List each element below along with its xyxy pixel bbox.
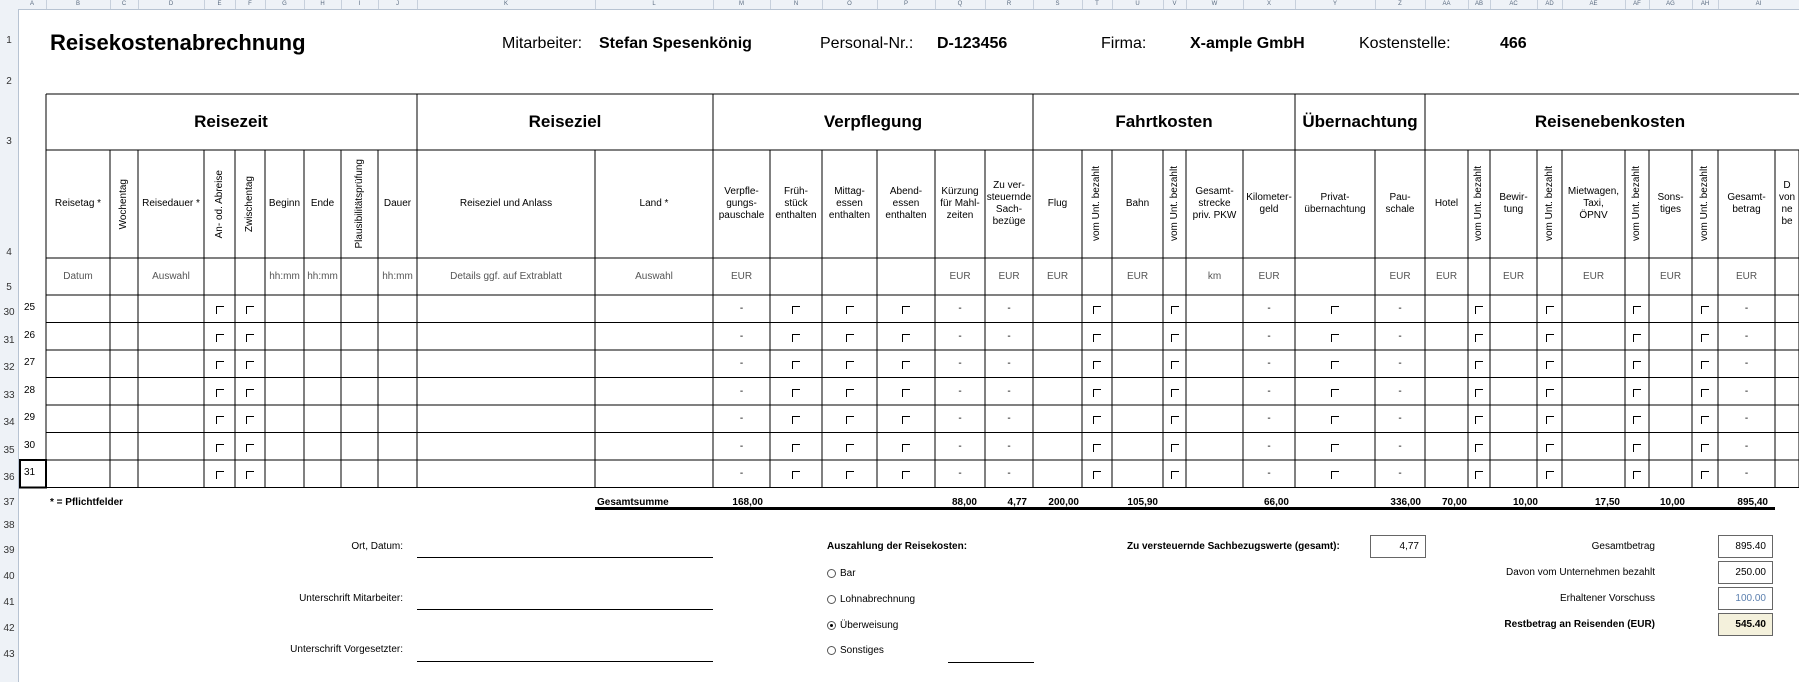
row-checkbox[interactable] xyxy=(1475,306,1483,314)
row-number[interactable]: 40 xyxy=(3,571,15,582)
unit-label: km xyxy=(1207,271,1222,282)
option-lohnabrechnung[interactable]: Lohnabrechnung xyxy=(827,594,915,605)
total-sonstiges: 10,00 xyxy=(1659,497,1685,508)
column-header-hotel-unt: vom Unt. bezahlt xyxy=(1473,166,1484,242)
amount-cell[interactable]: - xyxy=(958,385,962,397)
row-checkbox[interactable] xyxy=(1633,471,1641,479)
unterschrift-vorgesetzter-label: Unterschrift Vorgesetzter: xyxy=(290,644,403,655)
amount-cell[interactable]: - xyxy=(739,330,744,342)
column-header-kuerzung: Kürzung für Mahl- zeiten xyxy=(940,186,980,221)
column-letter[interactable]: P xyxy=(877,0,936,9)
row-checkbox[interactable] xyxy=(846,306,854,314)
amount-cell[interactable]: - xyxy=(1398,385,1402,397)
unit-label: EUR xyxy=(1126,271,1149,282)
column-letter[interactable]: AA xyxy=(1425,0,1469,9)
row-number[interactable]: 3 xyxy=(6,136,12,147)
row-checkbox[interactable] xyxy=(216,444,224,452)
unit-label: Auswahl xyxy=(635,271,673,282)
gesamtbetrag-value[interactable]: 895.40 xyxy=(1718,535,1773,558)
column-letter[interactable]: R xyxy=(985,0,1034,9)
row-checkbox[interactable] xyxy=(792,471,800,479)
row-number[interactable]: 33 xyxy=(3,390,15,401)
section-reisezeit: Reisezeit xyxy=(194,112,268,131)
row-number[interactable]: 2 xyxy=(6,76,12,87)
amount-cell[interactable]: - xyxy=(1267,330,1271,342)
row-number[interactable]: 39 xyxy=(3,545,15,556)
unit-label: Auswahl xyxy=(152,271,190,282)
column-header-pauschale: Pau- schale xyxy=(1385,192,1415,215)
amount-cell[interactable]: - xyxy=(1267,303,1271,314)
row-checkbox[interactable] xyxy=(902,444,910,452)
row-checkbox[interactable] xyxy=(216,334,224,342)
column-header-an-abreise: An- od. Abreise xyxy=(213,169,225,239)
row-checkbox[interactable] xyxy=(1546,361,1554,369)
row-checkbox[interactable] xyxy=(1546,334,1554,342)
amount-cell[interactable]: - xyxy=(1007,303,1011,314)
column-letter[interactable]: D xyxy=(138,0,205,9)
row-checkbox[interactable] xyxy=(1475,389,1483,397)
column-header-bahn: Bahn xyxy=(1125,198,1150,209)
row-checkbox[interactable] xyxy=(792,334,800,342)
row-checkbox[interactable] xyxy=(216,389,224,397)
amount-cell[interactable]: - xyxy=(1267,413,1271,424)
column-letter[interactable]: AE xyxy=(1562,0,1626,9)
row-checkbox[interactable] xyxy=(1475,361,1483,369)
total-sachbezuege: 4,77 xyxy=(1007,497,1027,508)
row-checkbox[interactable] xyxy=(1633,306,1641,314)
column-header-mittag: Mittag- essen enthalten xyxy=(828,186,871,221)
row-checkbox[interactable] xyxy=(1331,361,1339,369)
row-checkbox[interactable] xyxy=(216,416,224,424)
unit-label: EUR xyxy=(949,271,971,282)
row-number[interactable]: 43 xyxy=(3,649,15,660)
row-checkbox[interactable] xyxy=(1633,444,1641,452)
row-number[interactable]: 38 xyxy=(3,520,15,531)
row-checkbox[interactable] xyxy=(216,361,224,369)
section-fahrtkosten: Fahrtkosten xyxy=(1115,112,1213,131)
row-checkbox[interactable] xyxy=(246,334,254,342)
row-number[interactable]: 41 xyxy=(3,597,15,608)
column-letter[interactable]: O xyxy=(822,0,878,9)
row-checkbox[interactable] xyxy=(246,306,254,314)
unternehmen-value[interactable]: 250.00 xyxy=(1718,561,1773,584)
row-checkbox[interactable] xyxy=(792,416,800,424)
row-checkbox[interactable] xyxy=(1331,471,1339,479)
unit-label: EUR xyxy=(1435,271,1458,282)
row-checkbox[interactable] xyxy=(1331,306,1339,314)
column-letter[interactable]: C xyxy=(110,0,139,9)
column-header-mietwagen: Mietwagen, Taxi, ÖPNV xyxy=(1567,186,1620,221)
row-checkbox[interactable] xyxy=(1093,361,1101,369)
radio-lohnabrechnung[interactable] xyxy=(827,595,836,604)
unterschrift-mitarbeiter-label: Unterschrift Mitarbeiter: xyxy=(299,593,403,604)
column-letter[interactable]: AC xyxy=(1490,0,1538,9)
row-number[interactable]: 1 xyxy=(6,35,12,46)
unit-label: Details ggf. auf Extrablatt xyxy=(450,271,562,282)
vorschuss-value[interactable]: 100.00 xyxy=(1718,587,1773,610)
column-header-bahn-unt: vom Unt. bezahlt xyxy=(1168,166,1180,242)
row-checkbox[interactable] xyxy=(1633,416,1641,424)
unterschrift-mitarbeiter-line[interactable] xyxy=(417,609,713,610)
reisetag-cell[interactable]: 25 xyxy=(24,302,36,313)
row-checkbox[interactable] xyxy=(1475,334,1483,342)
total-verpflegung: 168,00 xyxy=(732,497,763,508)
column-header-wochentag: Wochentag xyxy=(118,178,129,230)
row-checkbox[interactable] xyxy=(1475,471,1483,479)
column-letter[interactable]: AB xyxy=(1468,0,1491,9)
amount-cell[interactable]: - xyxy=(739,358,744,369)
column-header-dauer: Dauer xyxy=(383,198,412,209)
restbetrag-label: Restbetrag an Reisenden (EUR) xyxy=(1504,619,1655,630)
row-checkbox[interactable] xyxy=(1546,471,1554,479)
column-header-flug-unt: vom Unt. bezahlt xyxy=(1091,166,1102,242)
option-bar[interactable]: Bar xyxy=(827,568,856,579)
row-checkbox[interactable] xyxy=(1633,334,1641,342)
total-flug: 200,00 xyxy=(1048,497,1079,508)
column-letter[interactable]: J xyxy=(378,0,418,9)
column-letter[interactable]: AF xyxy=(1625,0,1650,9)
column-header-reisedauer: Reisedauer * xyxy=(142,198,200,209)
row-number[interactable]: 36 xyxy=(3,472,15,483)
row-checkbox[interactable] xyxy=(1633,389,1641,397)
pflichtfelder-note: * = Pflichtfelder xyxy=(50,497,124,508)
column-header-flug: Flug xyxy=(1047,198,1068,209)
row-checkbox[interactable] xyxy=(246,471,254,479)
column-header-reisetag: Reisetag * xyxy=(54,198,102,209)
amount-cell[interactable]: - xyxy=(1398,358,1402,369)
amount-cell[interactable]: - xyxy=(1267,358,1271,369)
row-checkbox[interactable] xyxy=(1701,389,1709,397)
section-reisenebenkosten: Reisenebenkosten xyxy=(1534,112,1686,131)
column-letter[interactable]: AD xyxy=(1537,0,1563,9)
amount-cell[interactable]: - xyxy=(1744,303,1749,314)
row-checkbox[interactable] xyxy=(1546,389,1554,397)
mitarbeiter-value[interactable]: Stefan Spesenkönig xyxy=(599,35,752,52)
total-kmgeld: 66,00 xyxy=(1263,497,1289,508)
row-number[interactable]: 32 xyxy=(3,362,15,373)
row-checkbox[interactable] xyxy=(792,389,800,397)
amount-cell[interactable]: - xyxy=(1744,330,1749,342)
unit-label: hh:mm xyxy=(307,271,338,282)
auszahlung-title: Auszahlung der Reisekosten: xyxy=(827,541,968,552)
total-kuerzung: 88,00 xyxy=(951,497,977,508)
row-checkbox[interactable] xyxy=(902,389,910,397)
firma-value[interactable]: X-ample GmbH xyxy=(1190,35,1305,52)
row-checkbox[interactable] xyxy=(1475,416,1483,424)
unit-label: hh:mm xyxy=(269,271,300,282)
row-checkbox[interactable] xyxy=(1093,306,1101,314)
column-header-sonst-unt: vom Unt. bezahlt xyxy=(1699,166,1710,242)
column-letter[interactable]: AH xyxy=(1692,0,1719,9)
unit-label: EUR xyxy=(1389,271,1411,282)
reisetag-cell[interactable]: 27 xyxy=(24,357,36,368)
amount-cell[interactable]: - xyxy=(958,330,962,342)
column-header-privat: Privat- übernachtung xyxy=(1304,192,1366,215)
column-letter[interactable]: U xyxy=(1112,0,1164,9)
kostenstelle-value[interactable]: 466 xyxy=(1500,35,1527,52)
column-letter[interactable]: N xyxy=(770,0,823,9)
radio-ueberweisung[interactable] xyxy=(827,621,836,630)
sonstiges-line[interactable] xyxy=(948,662,1034,663)
vorschuss-label: Erhaltener Vorschuss xyxy=(1559,593,1655,604)
total-bahn: 105,90 xyxy=(1127,497,1158,508)
column-letter[interactable]: Z xyxy=(1375,0,1426,9)
total-mietwagen: 17,50 xyxy=(1594,497,1620,508)
gesamtbetrag-label: Gesamtbetrag xyxy=(1591,541,1655,552)
row-checkbox[interactable] xyxy=(1093,416,1101,424)
column-letter[interactable]: Q xyxy=(935,0,986,9)
column-letter[interactable]: W xyxy=(1186,0,1244,9)
column-letter[interactable]: F xyxy=(235,0,266,9)
row-checkbox[interactable] xyxy=(1171,471,1179,479)
reisetag-cell[interactable]: 31 xyxy=(24,467,36,478)
column-letter[interactable]: AI xyxy=(1718,0,1799,9)
row-checkbox[interactable] xyxy=(246,444,254,452)
row-checkbox[interactable] xyxy=(1171,306,1179,314)
row-checkbox[interactable] xyxy=(792,444,800,452)
row-checkbox[interactable] xyxy=(1331,444,1339,452)
column-header-abend: Abend- essen enthalten xyxy=(885,186,927,221)
section-uebernachtung: Übernachtung xyxy=(1302,112,1418,131)
row-number[interactable]: 35 xyxy=(3,445,15,456)
total-pauschale: 336,00 xyxy=(1390,497,1421,508)
column-header-bew-unt: vom Unt. bezahlt xyxy=(1543,166,1555,242)
unterschrift-vorgesetzter-line[interactable] xyxy=(417,661,713,662)
amount-cell[interactable]: - xyxy=(1744,413,1749,424)
unit-label: EUR xyxy=(1659,271,1682,282)
row-checkbox[interactable] xyxy=(246,389,254,397)
unit-label: Datum xyxy=(63,271,93,282)
amount-cell[interactable]: - xyxy=(1398,413,1402,424)
unit-label: EUR xyxy=(1735,271,1758,282)
column-header-hotel: Hotel xyxy=(1434,198,1459,209)
amount-cell[interactable]: - xyxy=(958,468,962,479)
row-checkbox[interactable] xyxy=(216,471,224,479)
column-header-ende: Ende xyxy=(310,198,335,209)
unternehmen-label: Davon vom Unternehmen bezahlt xyxy=(1506,567,1655,578)
reisetag-cell[interactable]: 30 xyxy=(24,439,36,451)
sachbezug-value[interactable]: 4,77 xyxy=(1370,535,1426,558)
section-reiseziel: Reiseziel xyxy=(528,112,602,131)
section-verpflegung: Verpflegung xyxy=(823,112,923,131)
unit-label: EUR xyxy=(1046,271,1069,282)
column-header-zwischentag: Zwischentag xyxy=(244,175,255,233)
row-checkbox[interactable] xyxy=(1701,334,1709,342)
total-bewirtung: 10,00 xyxy=(1512,497,1538,508)
amount-cell[interactable]: - xyxy=(958,303,962,314)
column-header-km-geld: Kilometer- geld xyxy=(1246,192,1292,215)
option-sonstiges[interactable]: Sonstiges xyxy=(827,645,884,656)
kostenstelle-label: Kostenstelle: xyxy=(1359,35,1451,52)
sachbezug-label: Zu versteuernde Sachbezugswerte (gesamt): xyxy=(1127,541,1340,552)
unit-label: EUR xyxy=(1258,271,1280,282)
row-checkbox[interactable] xyxy=(1093,444,1101,452)
unit-label: hh:mm xyxy=(382,271,413,282)
restbetrag-value: 545.40 xyxy=(1718,613,1773,636)
total-hotel: 70,00 xyxy=(1441,497,1467,508)
column-letter[interactable]: V xyxy=(1163,0,1187,9)
row-checkbox[interactable] xyxy=(846,389,854,397)
row-checkbox[interactable] xyxy=(1171,444,1179,452)
column-header-bewirtung: Bewir- tung xyxy=(1499,192,1528,215)
amount-cell[interactable]: - xyxy=(1398,468,1402,479)
row-checkbox[interactable] xyxy=(1093,334,1101,342)
column-letter[interactable]: K xyxy=(417,0,596,9)
column-letter[interactable]: I xyxy=(341,0,379,9)
amount-cell[interactable]: - xyxy=(739,468,744,479)
row-checkbox[interactable] xyxy=(1701,416,1709,424)
row-checkbox[interactable] xyxy=(1331,389,1339,397)
unit-label: EUR xyxy=(998,271,1020,282)
column-letter[interactable]: S xyxy=(1033,0,1083,9)
row-checkbox[interactable] xyxy=(1171,334,1179,342)
amount-cell[interactable]: - xyxy=(739,440,744,452)
amount-cell[interactable]: - xyxy=(1744,358,1749,369)
row-checkbox[interactable] xyxy=(1475,444,1483,452)
row-number[interactable]: 42 xyxy=(3,623,15,634)
row-checkbox[interactable] xyxy=(1701,444,1709,452)
column-letter[interactable]: X xyxy=(1243,0,1296,9)
column-header-miet-unt: vom Unt. bezahlt xyxy=(1631,166,1642,242)
row-number[interactable]: 5 xyxy=(6,282,12,293)
row-checkbox[interactable] xyxy=(792,361,800,369)
amount-cell[interactable]: - xyxy=(958,440,962,452)
row-checkbox[interactable] xyxy=(902,334,910,342)
amount-cell[interactable]: - xyxy=(1007,385,1011,397)
mitarbeiter-label: Mitarbeiter: xyxy=(502,35,583,52)
row-checkbox[interactable] xyxy=(1701,471,1709,479)
row-checkbox[interactable] xyxy=(902,471,910,479)
column-letter[interactable]: Y xyxy=(1295,0,1376,9)
column-header-gesamtstrecke: Gesamt- strecke priv. PKW xyxy=(1192,186,1237,221)
row-checkbox[interactable] xyxy=(1093,389,1101,397)
reisetag-cell[interactable]: 29 xyxy=(24,412,36,423)
row-checkbox[interactable] xyxy=(792,306,800,314)
column-header-fruehstueck: Früh- stück enthalten xyxy=(775,186,817,221)
column-header-land: Land * xyxy=(639,198,669,209)
column-letter[interactable]: A xyxy=(18,0,47,9)
amount-cell[interactable]: - xyxy=(958,413,962,424)
row-checkbox[interactable] xyxy=(1701,361,1709,369)
row-number[interactable]: 31 xyxy=(3,335,15,346)
row-checkbox[interactable] xyxy=(1546,416,1554,424)
amount-cell[interactable]: - xyxy=(1744,385,1749,397)
column-letter[interactable]: E xyxy=(204,0,236,9)
amount-cell[interactable]: - xyxy=(1398,330,1402,342)
amount-cell[interactable]: - xyxy=(1744,468,1749,479)
page-title: Reisekostenabrechnung xyxy=(50,30,306,55)
row-checkbox[interactable] xyxy=(1331,416,1339,424)
row-checkbox[interactable] xyxy=(846,416,854,424)
column-header-verpfl-pauschale: Verpfle- gungs- pauschale xyxy=(718,186,765,221)
row-number[interactable]: 30 xyxy=(3,307,15,318)
amount-cell[interactable]: - xyxy=(739,413,744,424)
row-checkbox[interactable] xyxy=(846,334,854,342)
amount-cell[interactable]: - xyxy=(1267,385,1271,397)
personal-value[interactable]: D-123456 xyxy=(937,35,1008,52)
amount-cell[interactable]: - xyxy=(1007,440,1011,452)
row-checkbox[interactable] xyxy=(1546,306,1554,314)
column-header-cut: D von ne be xyxy=(1778,180,1796,227)
radio-bar[interactable] xyxy=(827,569,836,578)
unit-label: EUR xyxy=(730,271,753,282)
amount-cell[interactable]: - xyxy=(1398,303,1402,314)
amount-cell[interactable]: - xyxy=(1007,358,1011,369)
row-checkbox[interactable] xyxy=(1171,416,1179,424)
row-checkbox[interactable] xyxy=(1093,471,1101,479)
amount-cell[interactable]: - xyxy=(1007,330,1011,342)
total-gesamt: 895,40 xyxy=(1737,497,1768,508)
row-number[interactable]: 34 xyxy=(3,417,15,428)
amount-cell[interactable]: - xyxy=(739,385,744,397)
column-header-ziel-anlass: Reiseziel und Anlass xyxy=(459,198,553,209)
amount-cell[interactable]: - xyxy=(1007,468,1011,479)
row-checkbox[interactable] xyxy=(1546,444,1554,452)
amount-cell[interactable]: - xyxy=(1267,468,1271,479)
column-letter[interactable]: T xyxy=(1082,0,1113,9)
row-number[interactable]: 37 xyxy=(3,497,15,508)
unit-label: EUR xyxy=(1502,271,1525,282)
row-checkbox[interactable] xyxy=(246,416,254,424)
row-checkbox[interactable] xyxy=(902,361,910,369)
row-checkbox[interactable] xyxy=(846,444,854,452)
amount-cell[interactable]: - xyxy=(1744,440,1749,452)
amount-cell[interactable]: - xyxy=(1398,440,1402,452)
row-checkbox[interactable] xyxy=(846,361,854,369)
row-checkbox[interactable] xyxy=(1171,361,1179,369)
unit-label: EUR xyxy=(1582,271,1605,282)
row-checkbox[interactable] xyxy=(1701,306,1709,314)
reisetag-cell[interactable]: 26 xyxy=(24,329,36,341)
column-header-sonstiges: Sons- tiges xyxy=(1657,192,1684,215)
row-checkbox[interactable] xyxy=(846,471,854,479)
amount-cell[interactable]: - xyxy=(958,358,962,369)
reisetag-cell[interactable]: 28 xyxy=(24,384,36,396)
ort-datum-line[interactable] xyxy=(417,557,713,558)
row-checkbox[interactable] xyxy=(1171,389,1179,397)
amount-cell[interactable]: - xyxy=(739,303,744,314)
column-header-plausi: Plausibilitätsprüfung xyxy=(353,159,365,249)
column-letter[interactable]: L xyxy=(595,0,714,9)
row-checkbox[interactable] xyxy=(1633,361,1641,369)
ort-datum-label: Ort, Datum: xyxy=(351,541,403,552)
row-checkbox[interactable] xyxy=(902,416,910,424)
amount-cell[interactable]: - xyxy=(1007,413,1011,424)
column-header-gesamtbetrag: Gesamt- betrag xyxy=(1727,192,1766,215)
column-letter[interactable]: H xyxy=(304,0,342,9)
column-letter[interactable]: B xyxy=(46,0,111,9)
row-number[interactable]: 4 xyxy=(6,247,12,258)
personal-label: Personal-Nr.: xyxy=(820,35,914,52)
row-checkbox[interactable] xyxy=(1331,334,1339,342)
column-header-sachbezuege: Zu ver- steuernde Sach- bezüge xyxy=(986,180,1032,227)
row-checkbox[interactable] xyxy=(902,306,910,314)
radio-sonstiges[interactable] xyxy=(827,646,836,655)
firma-label: Firma: xyxy=(1101,35,1147,52)
column-letter[interactable]: M xyxy=(713,0,771,9)
column-header-beginn: Beginn xyxy=(268,198,301,209)
gesamtsumme-label: Gesamtsumme xyxy=(597,497,669,508)
column-letter[interactable]: G xyxy=(265,0,305,9)
option-ueberweisung[interactable]: Überweisung xyxy=(827,620,898,631)
column-letter[interactable]: AG xyxy=(1649,0,1693,9)
amount-cell[interactable]: - xyxy=(1267,440,1271,452)
row-checkbox[interactable] xyxy=(246,361,254,369)
row-checkbox[interactable] xyxy=(216,306,224,314)
